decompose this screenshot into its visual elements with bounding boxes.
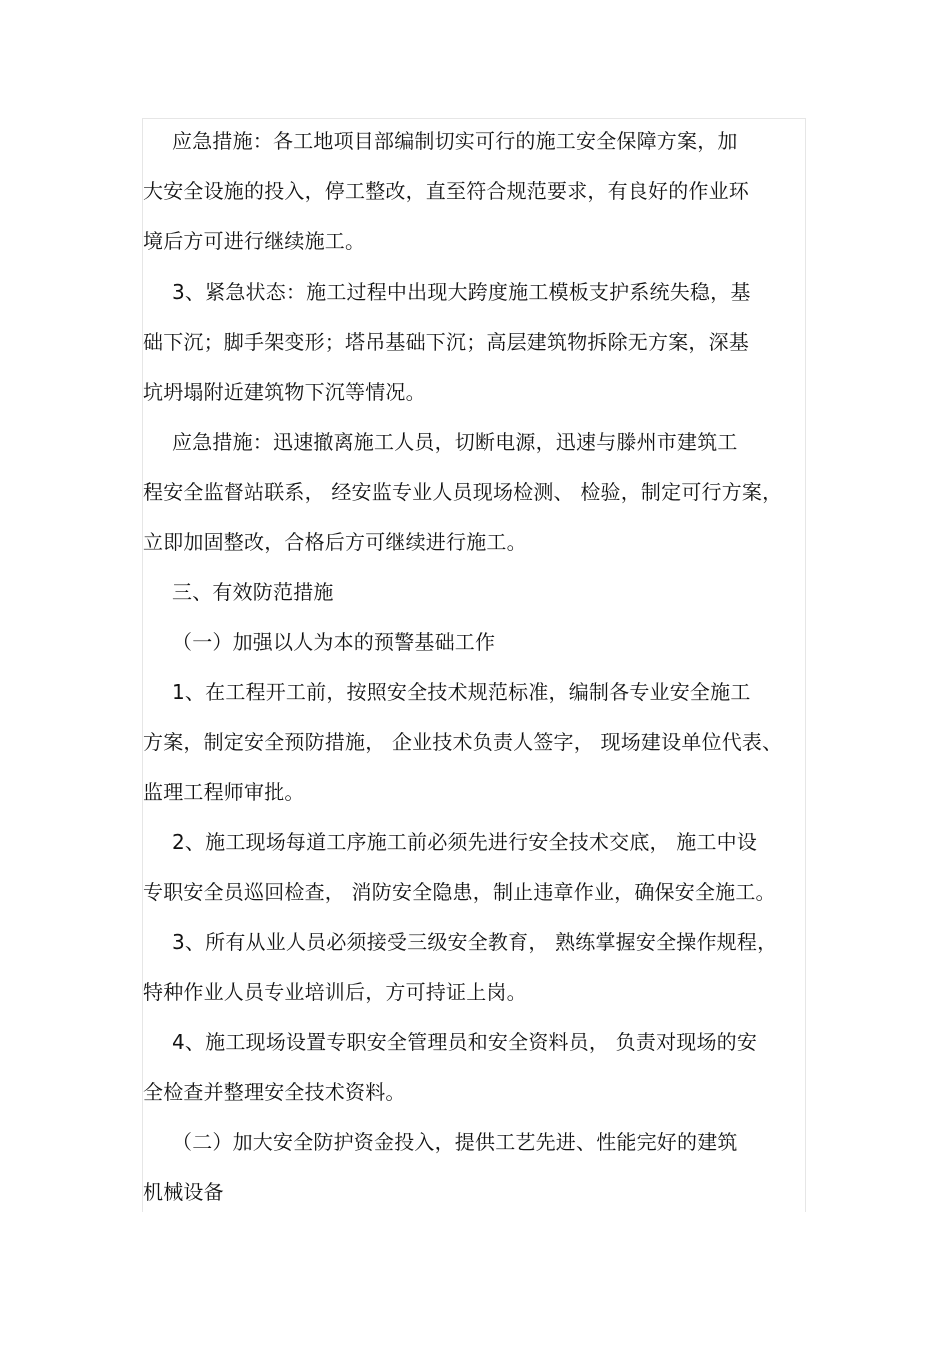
paragraph-line: 础下沉；脚手架变形；塔吊基础下沉；高层建筑物拆除无方案，深基: [143, 330, 749, 354]
paragraph-line: 特种作业人员专业培训后，方可持证上岗。: [143, 980, 527, 1004]
paragraph-line: 方案，制定安全预防措施， 企业技术负责人签字， 现场建设单位代表、: [143, 730, 783, 754]
paragraph-line: 应急措施：迅速撤离施工人员，切断电源，迅速与滕州市建筑工: [172, 430, 738, 454]
paragraph-line: 程安全监督站联系， 经安监专业人员现场检测、 检验，制定可行方案，: [143, 480, 783, 504]
paragraph-line: 3、所有从业人员必须接受三级安全教育， 熟练掌握安全操作规程，: [172, 930, 778, 954]
paragraph-line: 机械设备: [143, 1180, 224, 1204]
subsection-heading: （二）加大安全防护资金投入，提供工艺先进、性能完好的建筑: [172, 1130, 738, 1154]
paragraph-line: 全检查并整理安全技术资料。: [143, 1080, 406, 1104]
paragraph-line: 坑坍塌附近建筑物下沉等情况。: [143, 380, 426, 404]
paragraph-line: 1、在工程开工前，按照安全技术规范标准，编制各专业安全施工: [172, 680, 751, 704]
paragraph-line: 专职安全员巡回检查， 消防安全隐患，制止违章作业，确保安全施工。: [143, 880, 776, 904]
paragraph-line: 2、施工现场每道工序施工前必须先进行安全技术交底， 施工中设: [172, 830, 758, 854]
paragraph-line: 境后方可进行继续施工。: [143, 229, 366, 253]
paragraph-line: 4、施工现场设置专职安全管理员和安全资料员， 负责对现场的安: [172, 1030, 758, 1054]
paragraph-line: 3、紧急状态：施工过程中出现大跨度施工模板支护系统失稳，基: [172, 280, 751, 304]
paragraph-line: 监理工程师审批。: [143, 780, 305, 804]
subsection-heading: （一）加强以人为本的预警基础工作: [172, 630, 496, 654]
paragraph-line: 应急措施：各工地项目部编制切实可行的施工安全保障方案，加: [172, 129, 738, 153]
section-heading: 三、有效防范措施: [172, 580, 334, 604]
paragraph-line: 立即加固整改，合格后方可继续进行施工。: [143, 530, 527, 554]
paragraph-line: 大安全设施的投入，停工整改，直至符合规范要求，有良好的作业环: [143, 179, 749, 203]
